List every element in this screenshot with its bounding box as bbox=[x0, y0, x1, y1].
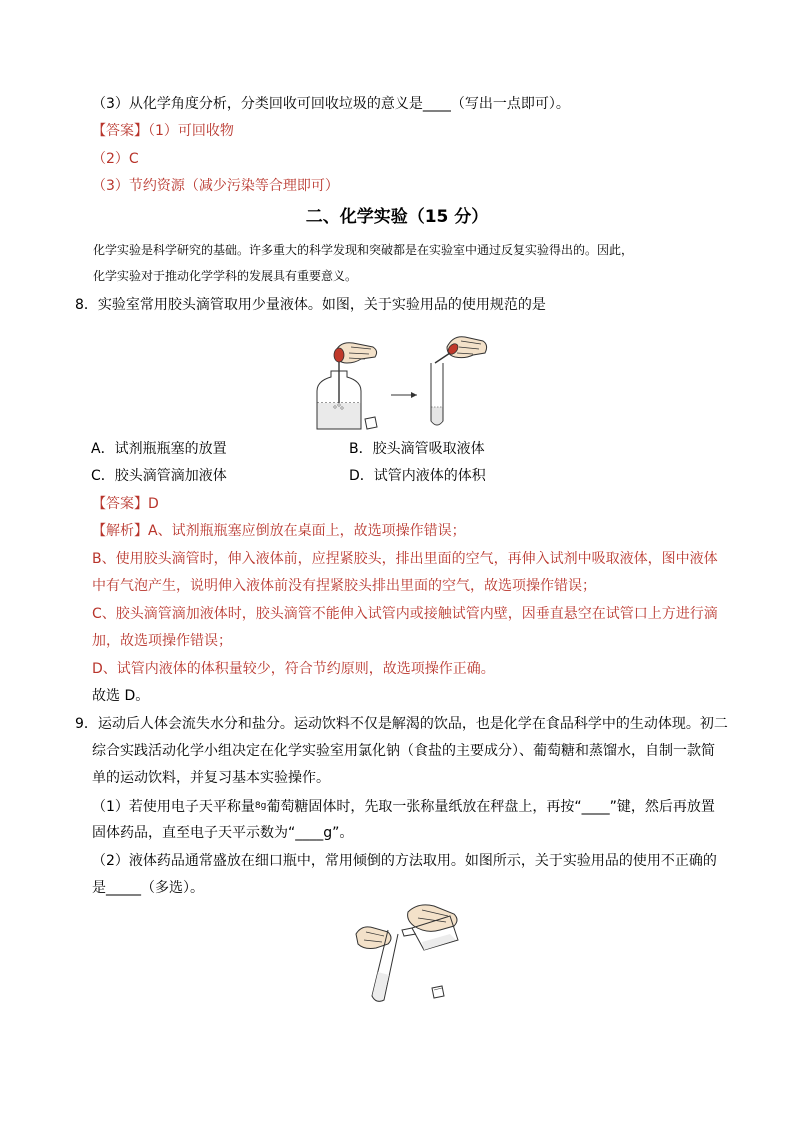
analysis-text: A、试剂瓶瓶塞应倒放在桌面上，故选项操作错误； bbox=[148, 523, 466, 539]
q9-part1-b: 葡萄糖固体时，先取一张称量纸放在秤盘上，再按“____”键，然后再放置 bbox=[266, 799, 715, 815]
q7-answer-2: （2）C bbox=[92, 151, 139, 167]
answer-label: 【答案】 bbox=[92, 123, 148, 139]
q8-analysis-line-3: 中有气泡产生，说明伸入液体前没有捏紧胶头排出里面的空气，故选项操作错误； bbox=[92, 578, 596, 594]
q8-analysis-line-4: C、胶头滴管滴加液体时，胶头滴管不能伸入试管内或接触试管内壁，因垂直悬空在试管口上方进行滴 bbox=[92, 606, 718, 622]
q8-option-a: A．试剂瓶瓶塞的放置 bbox=[91, 441, 227, 457]
dropper-bulb bbox=[334, 348, 344, 362]
q8-option-d: D．试管内液体的体积 bbox=[349, 468, 486, 484]
q8-option-b: B．胶头滴管吸取液体 bbox=[349, 441, 485, 457]
q8-figure bbox=[305, 333, 495, 433]
intro-line-2: 化学实验对于推动化学学科的发展具有重要意义。 bbox=[93, 269, 358, 283]
q7-answer-1: （1）可回收物 bbox=[148, 123, 234, 139]
intro-line-1: 化学实验是科学研究的基础。许多重大的科学发现和突破都是在实验室中通过反复实验得出的。因此， bbox=[93, 243, 634, 257]
bottle-stopper bbox=[432, 986, 444, 998]
q8-analysis-line-7: 故选 D。 bbox=[92, 688, 150, 704]
q8-analysis-line-2: B、使用胶头滴管时，伸入液体前，应捏紧胶头，排出里面的空气，再伸入试剂中吸取液体，图中液体 bbox=[92, 551, 718, 567]
q9-stem-line-1: 9．运动后人体会流失水分和盐分。运动饮料不仅是解渴的饮品，也是化学在食品科学中的生动体现。初二 bbox=[75, 716, 728, 732]
mass-value: 8g bbox=[254, 801, 267, 811]
q8-analysis-line-1 bbox=[92, 521, 466, 541]
q9-stem-line-2: 综合实践活动化学小组决定在化学实验室用氯化钠（食盐的主要成分）、葡萄糖和蒸馏水，自制一款简 bbox=[92, 743, 715, 759]
q9-part2-line-2: 是_____（多选）。 bbox=[92, 880, 204, 896]
q8-option-c: C．胶头滴管滴加液体 bbox=[91, 468, 227, 484]
answer-label: 【答案】 bbox=[92, 496, 148, 512]
q9-stem-line-3: 单的运动饮料，并复习基本实验操作。 bbox=[92, 770, 330, 786]
bottle-stopper bbox=[365, 417, 377, 429]
q9-part1-a: （1）若使用电子天平称量 bbox=[92, 799, 255, 815]
q8-analysis-line-6: D、试管内液体的体积量较少，符合节约原则，故选项操作正确。 bbox=[92, 661, 495, 677]
q9-part2-line-1: （2）液体药品通常盛放在细口瓶中，常用倾倒的方法取用。如图所示，关于实验用品的使用不正确的 bbox=[92, 853, 717, 869]
section-title: 二、化学实验（15 分） bbox=[305, 207, 489, 227]
q7-part3: （3）从化学角度分析，分类回收可回收垃圾的意义是____（写出一点即可）。 bbox=[92, 96, 570, 112]
q9-part1-line-2: 固体药品，直至电子天平示数为“____g”。 bbox=[92, 825, 354, 841]
q7-answer-line bbox=[92, 121, 234, 141]
q8-analysis-line-5: 加，故选项操作错误； bbox=[92, 633, 232, 649]
q8-stem: 8．实验室常用胶头滴管取用少量液体。如图，关于实验用品的使用规范的是 bbox=[75, 297, 546, 313]
q9-figure bbox=[352, 900, 472, 1008]
q7-answer-3: （3）节约资源（减少污染等合理即可） bbox=[92, 178, 339, 194]
analysis-label: 【解析】 bbox=[92, 523, 148, 539]
q8-answer: D bbox=[148, 496, 159, 512]
q8-answer-line bbox=[92, 494, 159, 514]
q9-part1-line-1 bbox=[92, 796, 715, 817]
